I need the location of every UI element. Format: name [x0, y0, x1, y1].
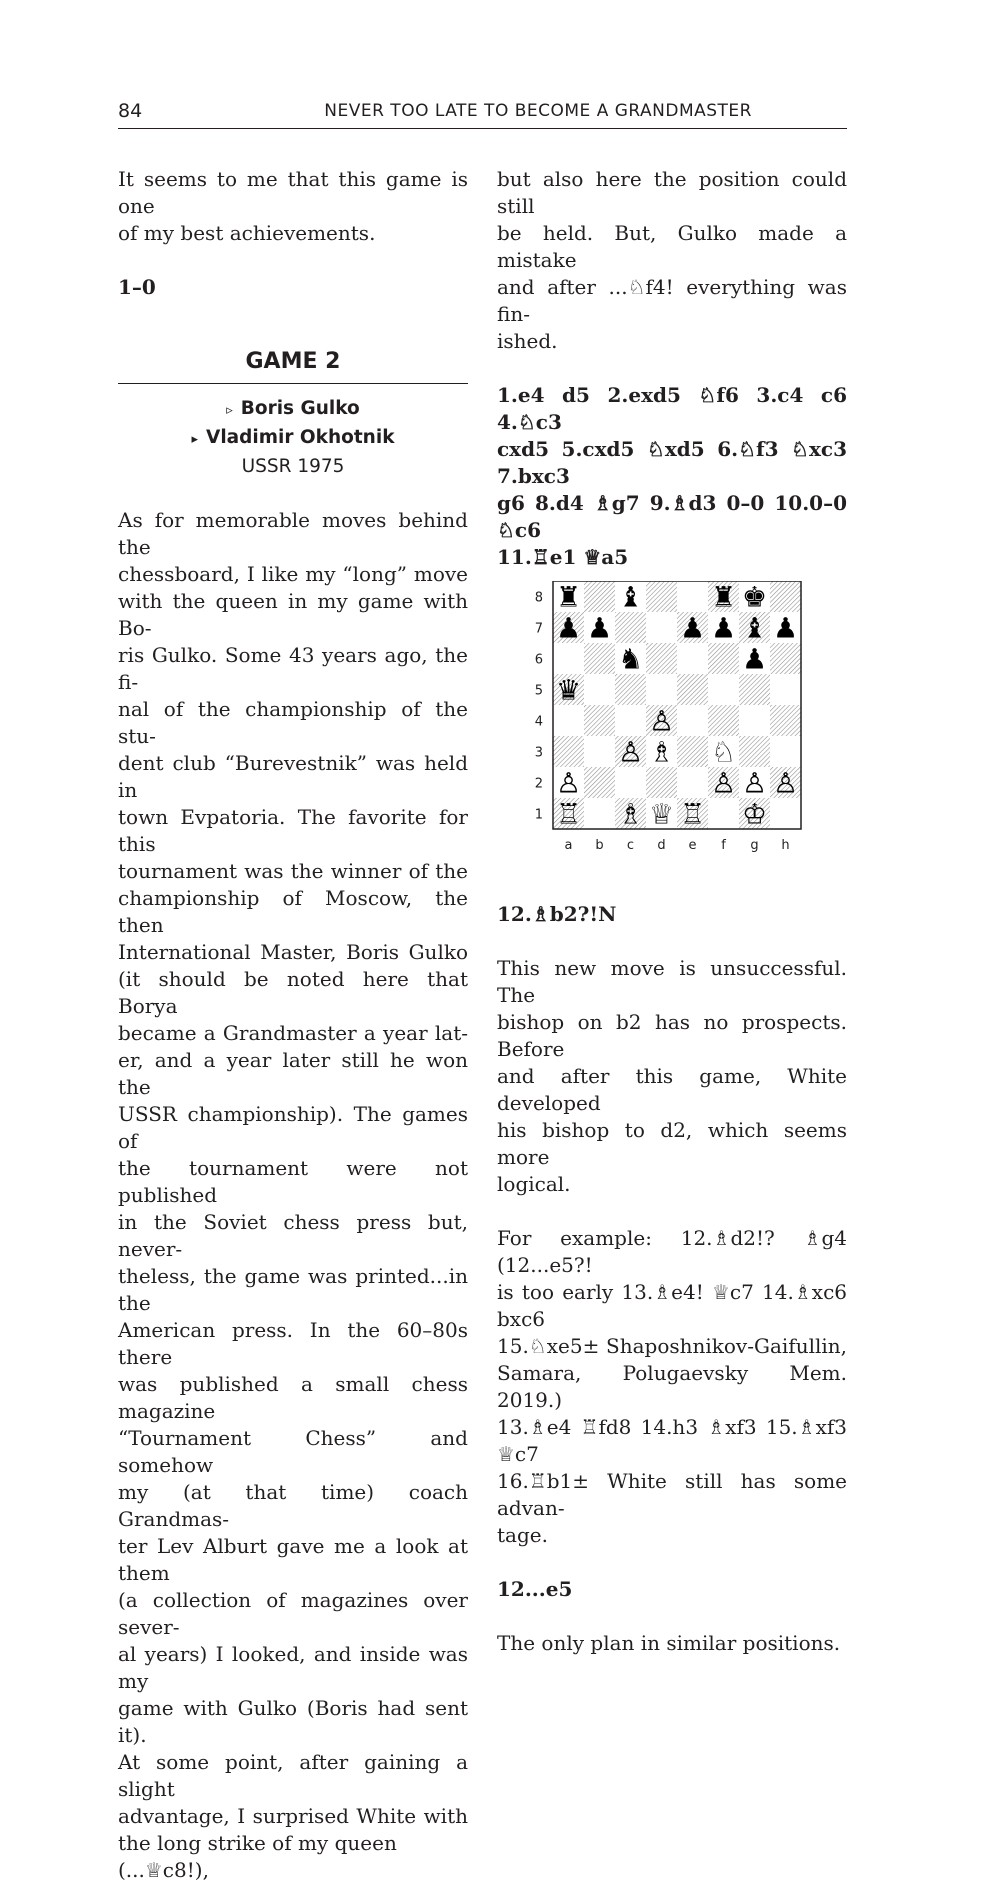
square-h5	[770, 674, 801, 705]
chessboard	[497, 581, 847, 901]
text-line: al years) I looked, and inside was my	[118, 1642, 468, 1693]
move-12-black: 12...e5	[497, 1577, 573, 1601]
text-line: At some point, after gaining a slight	[118, 1750, 468, 1801]
piece-f2: ♙	[710, 766, 737, 800]
square-c7	[615, 612, 646, 643]
text-line: ished.	[497, 329, 558, 353]
text-line: er, and a year later still he won the	[118, 1048, 468, 1099]
text-line: 15.♘xe5± Shaposhnikov-Gaifullin,	[497, 1334, 847, 1358]
event-line: USSR 1975	[241, 456, 345, 477]
piece-d3: ♗	[648, 735, 675, 769]
text-line: dent club “Burevestnik” was held in	[118, 751, 468, 802]
left-column	[118, 166, 468, 1884]
rank-label: 8	[534, 590, 543, 606]
game-result: 1–0	[118, 275, 156, 299]
text-line: the tournament were not published	[118, 1156, 468, 1207]
text-line: my (at that time) coach Grandmas-	[118, 1480, 468, 1531]
text-line: (it should be noted here that Borya	[118, 967, 468, 1018]
square-h8	[770, 581, 801, 612]
white-marker-icon: ▹	[226, 403, 233, 418]
square-e5	[677, 674, 708, 705]
rank-label: 7	[534, 621, 543, 637]
piece-g2: ♙	[741, 766, 768, 800]
text-line: chessboard, I like my “long” move	[118, 562, 468, 586]
piece-a8: ♜	[555, 581, 582, 614]
text-line: theless, the game was printed...in the	[118, 1264, 468, 1315]
text-line: and after this game, White developed	[497, 1064, 847, 1115]
square-e6	[677, 643, 708, 674]
square-b8	[584, 581, 615, 612]
text-line: 13.♗e4 ♖fd8 14.h3 ♗xf3 15.♗xf3 ♕c7	[497, 1415, 847, 1466]
game-title: GAME 2	[118, 347, 468, 384]
text-line: It seems to me that this game is one	[118, 167, 468, 218]
story-paragraph	[118, 507, 468, 1884]
square-e4	[677, 705, 708, 736]
text-line: g6 8.d4 ♗g7 9.♗d3 0–0 10.0–0 ♘c6	[497, 491, 847, 542]
piece-c1: ♗	[617, 797, 644, 831]
text-line: tage.	[497, 1523, 548, 1547]
text-line: ris Gulko. Some 43 years ago, the fi-	[118, 643, 468, 694]
square-f6	[708, 643, 739, 674]
piece-f7: ♟	[710, 611, 737, 645]
file-label: h	[781, 838, 790, 853]
piece-c3: ♙	[617, 735, 644, 769]
game-moves	[497, 382, 847, 571]
running-header	[118, 100, 847, 129]
square-h4	[770, 705, 801, 736]
square-b3	[584, 736, 615, 767]
comment-paragraph-2: The only plan in similar positions.	[497, 1631, 841, 1655]
piece-h7: ♟	[772, 611, 799, 645]
square-h6	[770, 643, 801, 674]
square-g3	[739, 736, 770, 767]
text-line: 16.♖b1± White still has some advan-	[497, 1469, 847, 1520]
square-c4	[615, 705, 646, 736]
square-b2	[584, 767, 615, 798]
text-line: and after ...♘f4! everything was fin-	[497, 275, 847, 326]
square-f1	[708, 798, 739, 829]
text-line: championship of Moscow, the then	[118, 886, 468, 937]
piece-g8: ♚	[741, 581, 768, 614]
text-line: As for memorable moves behind the	[118, 508, 468, 559]
file-label: c	[626, 838, 635, 853]
text-line: be held. But, Gulko made a mistake	[497, 221, 847, 272]
square-c5	[615, 674, 646, 705]
square-h3	[770, 736, 801, 767]
piece-c6: ♞	[617, 642, 644, 676]
piece-e1: ♖	[679, 797, 706, 831]
piece-f3: ♘	[710, 735, 737, 769]
piece-a7: ♟	[555, 611, 582, 645]
text-line: cxd5 5.cxd5 ♘xd5 6.♘f3 ♘xc3 7.bxc3	[497, 437, 847, 488]
file-label: f	[721, 838, 726, 853]
example-paragraph	[497, 1225, 847, 1549]
piece-g7: ♝	[741, 611, 768, 645]
square-a4	[553, 705, 584, 736]
square-d8	[646, 581, 677, 612]
text-line: bishop on b2 has no prospects. Before	[497, 1010, 847, 1061]
text-line: logical.	[497, 1172, 571, 1196]
text-line: This new move is unsuccessful. The	[497, 956, 847, 1007]
square-d5	[646, 674, 677, 705]
white-player: Boris Gulko	[240, 398, 360, 419]
square-d7	[646, 612, 677, 643]
black-player-line	[118, 424, 468, 453]
file-label: a	[564, 838, 573, 853]
square-b4	[584, 705, 615, 736]
piece-a1: ♖	[555, 797, 582, 831]
text-line: tournament was the winner of the	[118, 859, 468, 883]
rank-label: 3	[534, 745, 543, 761]
text-line: American press. In the 60–80s there	[118, 1318, 468, 1369]
text-line: nal of the championship of the stu-	[118, 697, 468, 748]
piece-a2: ♙	[555, 766, 582, 800]
text-line: Samara, Polugaevsky Mem. 2019.)	[497, 1361, 847, 1412]
black-marker-icon: ▸	[191, 432, 199, 447]
square-e3	[677, 736, 708, 767]
square-e2	[677, 767, 708, 798]
text-line: game with Gulko (Boris had sent it).	[118, 1696, 468, 1747]
text-line: 11.♖e1 ♕a5	[497, 545, 629, 569]
text-line: advantage, I surprised White with	[118, 1804, 468, 1828]
text-line: with the queen in my game with Bo-	[118, 589, 468, 640]
piece-g6: ♟	[741, 642, 768, 676]
rank-label: 5	[534, 683, 543, 699]
text-line: “Tournament Chess” and somehow	[118, 1426, 468, 1477]
square-b1	[584, 798, 615, 829]
text-line: 1.e4 d5 2.exd5 ♘f6 3.c4 c6 4.♘c3	[497, 383, 847, 434]
running-title: NEVER TOO LATE TO BECOME A GRANDMASTER	[324, 101, 752, 121]
text-line: became a Grandmaster a year lat-	[118, 1021, 468, 1045]
piece-b7: ♟	[586, 611, 613, 645]
text-line: International Master, Boris Gulko	[118, 940, 468, 964]
page-number: 84	[118, 100, 143, 122]
text-line: is too early 13.♗e4! ♕c7 14.♗xc6 bxc6	[497, 1280, 847, 1331]
text-line: (a collection of magazines over sever-	[118, 1588, 468, 1639]
piece-d1: ♕	[648, 797, 675, 831]
square-a3	[553, 736, 584, 767]
rank-label: 4	[534, 714, 543, 730]
text-line: town Evpatoria. The favorite for this	[118, 805, 468, 856]
white-player-line	[118, 395, 468, 424]
piece-e7: ♟	[679, 611, 706, 645]
piece-a5: ♛	[555, 673, 582, 707]
text-line: ter Lev Alburt gave me a look at them	[118, 1534, 468, 1585]
file-label: e	[688, 838, 697, 853]
square-a6	[553, 643, 584, 674]
intro-paragraph	[118, 166, 468, 247]
comment-paragraph-1	[497, 955, 847, 1198]
rank-label: 6	[534, 652, 543, 668]
right-column	[497, 166, 847, 1657]
text-line: in the Soviet chess press but, never-	[118, 1210, 468, 1261]
square-h1	[770, 798, 801, 829]
chess-diagram	[497, 581, 847, 901]
text-line: his bishop to d2, which seems more	[497, 1118, 847, 1169]
rank-label: 2	[534, 776, 543, 792]
piece-g1: ♔	[741, 797, 768, 831]
square-g4	[739, 705, 770, 736]
square-d2	[646, 767, 677, 798]
piece-d4: ♙	[648, 704, 675, 738]
rank-label: 1	[534, 807, 543, 823]
piece-c8: ♝	[617, 581, 644, 614]
text-line: but also here the position could still	[497, 167, 847, 218]
players-block	[118, 395, 468, 480]
square-g5	[739, 674, 770, 705]
square-b5	[584, 674, 615, 705]
move-12: 12.♗b2?!N	[497, 902, 617, 926]
file-label: g	[750, 838, 759, 853]
continuation-paragraph	[497, 166, 847, 355]
black-player: Vladimir Okhotnik	[206, 427, 395, 448]
file-label: d	[657, 838, 666, 853]
square-b6	[584, 643, 615, 674]
square-d6	[646, 643, 677, 674]
square-f5	[708, 674, 739, 705]
piece-h2: ♙	[772, 766, 799, 800]
text-line: USSR championship). The games of	[118, 1102, 468, 1153]
square-f4	[708, 705, 739, 736]
text-line: For example: 12.♗d2!? ♗g4 (12...e5?!	[497, 1226, 847, 1277]
file-label: b	[595, 838, 604, 853]
text-line: of my best achievements.	[118, 221, 376, 245]
text-line: the long strike of my queen (...♕c8!),	[118, 1831, 397, 1882]
piece-f8: ♜	[710, 581, 737, 614]
square-c2	[615, 767, 646, 798]
square-e8	[677, 581, 708, 612]
text-line: was published a small chess magazine	[118, 1372, 468, 1423]
